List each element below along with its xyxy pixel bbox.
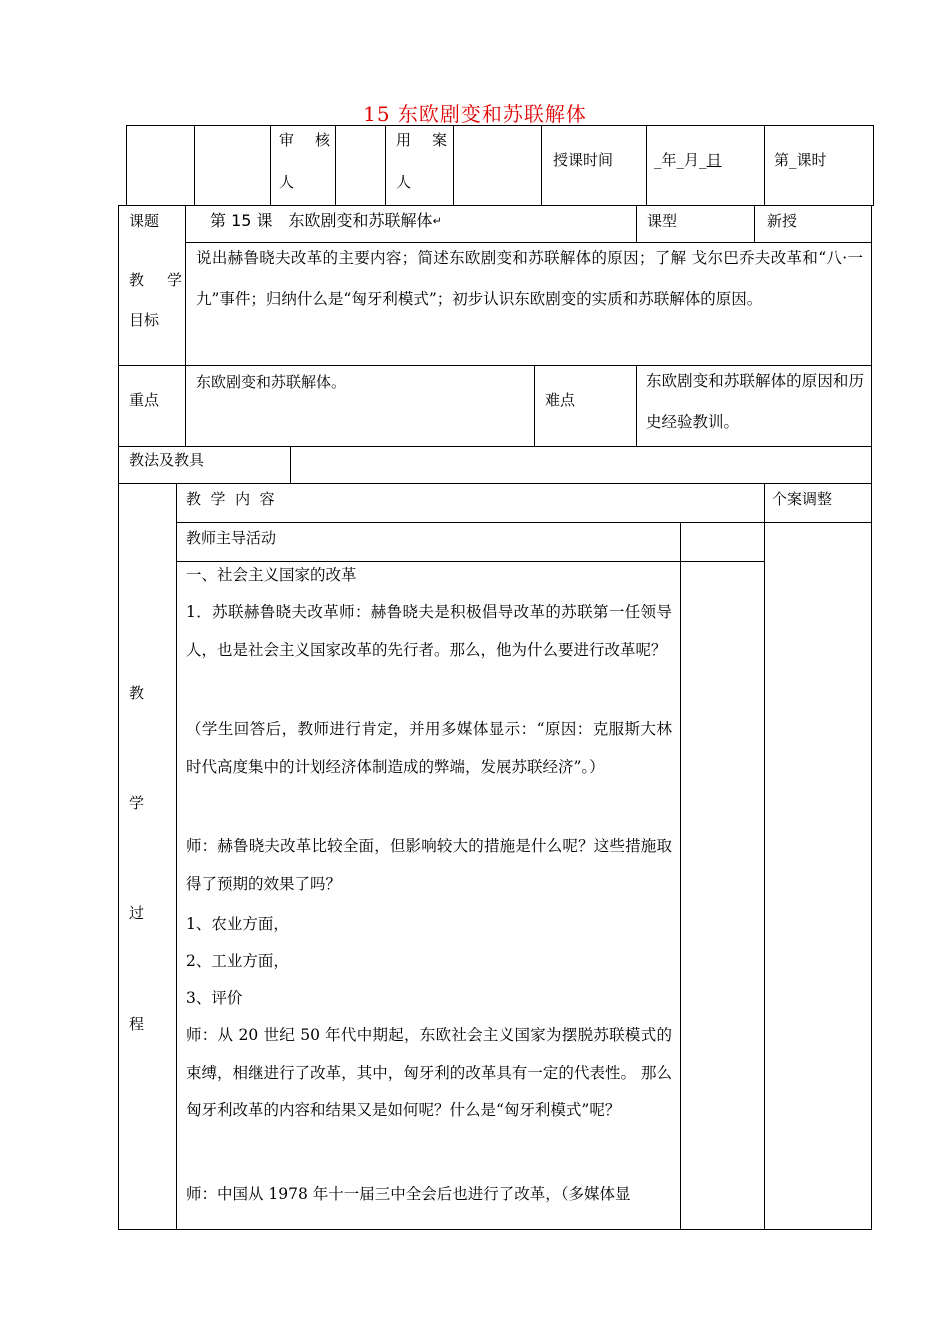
process-label-char-4: 程 <box>129 1015 145 1033</box>
reviewer-label-suffix: 人 <box>279 173 295 191</box>
process-line: 师：赫鲁晓夫改革比较全面，但影响较大的措施是什么呢？这些措施取得了预期的效果了吗？ <box>186 837 672 893</box>
document-title: 15 东欧剧变和苏联解体 <box>363 102 587 126</box>
process-line: 师：从 20 世纪 50 年代中期起，东欧社会主义国家为摆脱苏联模式的束缚，相继进行了改革，其中，匈牙利的改革具有一定的代表性。 那么匈牙利改革的内容和结果又是如何呢？什么是“匈牙利模式”呢？ <box>186 1026 672 1119</box>
process-line: 3、评价 <box>186 989 243 1007</box>
process-line: （学生回答后，教师进行肯定，并用多媒体显示：“原因：克服斯大林时代高度集中的计划经济体制造成的弊端，发展苏联经济”。） <box>186 720 672 776</box>
difficult-point-text: 东欧剧变和苏联解体的原因和历史经验教训。 <box>646 372 864 431</box>
return-mark-icon: ↵ <box>432 214 442 228</box>
process-line: 2、工业方面， <box>186 952 289 970</box>
key-point-label: 重点 <box>129 391 160 409</box>
process-line: 一、社会主义国家的改革 <box>186 566 357 584</box>
topic-value: 第 15 课 东欧剧变和苏联解体↵ <box>210 211 442 230</box>
type-value: 新授 <box>767 212 798 230</box>
key-point-text: 东欧剧变和苏联解体。 <box>196 373 347 391</box>
process-label-char-3: 过 <box>129 904 145 922</box>
process-line: 师：中国从 1978 年十一届三中全会后也进行了改革，（多媒体显 <box>186 1185 631 1203</box>
goal-label-suffix: 目标 <box>129 311 160 329</box>
process-label-char-2: 学 <box>129 794 145 812</box>
type-label: 课型 <box>647 212 678 230</box>
process-line: 1．苏联赫鲁晓夫改革师：赫鲁晓夫是积极倡导改革的苏联第一任领导人，也是社会主义国家改革的先行者。那么，他为什么要进行改革呢？ <box>186 603 672 659</box>
process-label-char-1: 教 <box>129 684 145 702</box>
adjust-header: 个案调整 <box>772 490 833 508</box>
teach-time-label: 授课时间 <box>553 151 614 169</box>
teacher-activity-header: 教师主导活动 <box>186 529 277 547</box>
reviewer-label: 审 核 <box>279 131 334 149</box>
period-field: 第_课时 <box>774 151 827 169</box>
planner-label-suffix: 人 <box>396 173 412 191</box>
process-line: 1、农业方面， <box>186 915 289 933</box>
goal-label: 教 学 <box>129 271 187 289</box>
difficult-point-label: 难点 <box>545 391 576 409</box>
goal-text: 说出赫鲁晓夫改革的主要内容；简述东欧剧变和苏联解体的原因；了解 戈尔巴乔夫改革和“八·一九”事件；归纳什么是“匈牙利模式”；初步认识东欧剧变的实质和苏联解体的原因。 <box>196 249 863 308</box>
topic-label: 课题 <box>129 212 160 230</box>
teach-date-field: _年_月_日 <box>654 151 722 169</box>
planner-label: 用 案 <box>396 131 451 149</box>
date-day: 日 <box>706 151 722 169</box>
content-header: 教 学 内 容 <box>186 490 275 508</box>
method-label: 教法及教具 <box>129 451 205 469</box>
